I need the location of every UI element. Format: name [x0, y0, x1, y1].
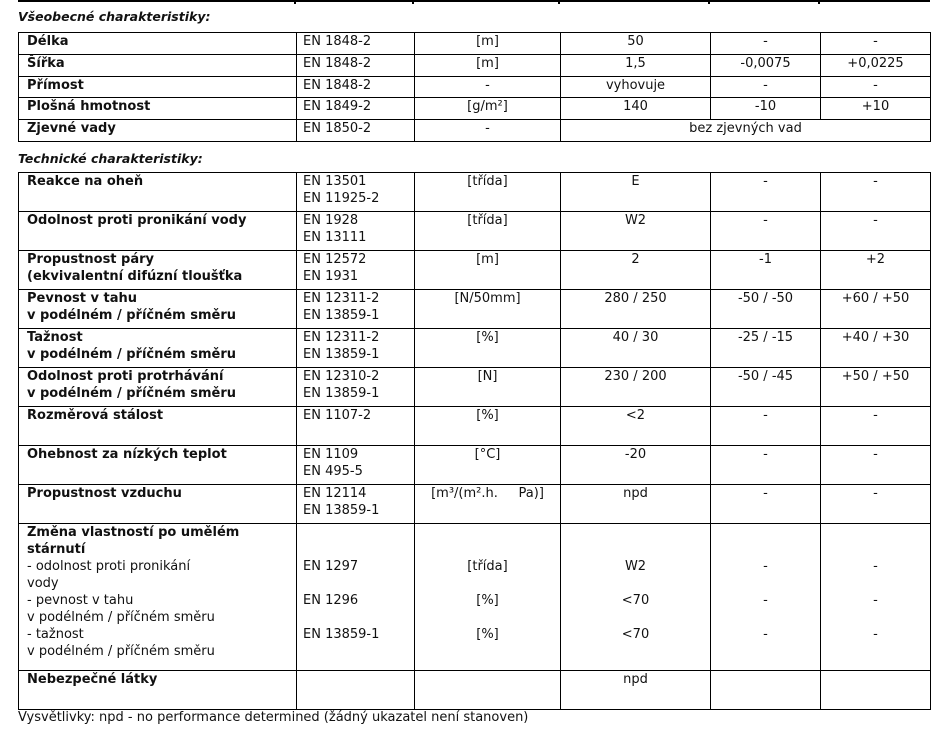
- table-row: [19, 173, 931, 212]
- tolerance-plus-cell: -: [821, 77, 931, 98]
- value-cell: npd: [561, 485, 711, 524]
- tolerance-plus-cell: - - -: [821, 524, 931, 671]
- value-cell: <2: [561, 407, 711, 446]
- value-cell: -20: [561, 446, 711, 485]
- unit-cell: [°C]: [415, 446, 561, 485]
- aging-item-name: - tažnost: [27, 627, 84, 642]
- norm-cell: EN 12311-2 EN 13859-1: [297, 329, 415, 368]
- value-cell: 140: [561, 98, 711, 120]
- value-cell: 40 / 30: [561, 329, 711, 368]
- unit-cell: [N]: [415, 368, 561, 407]
- tolerance-minus-cell: -10: [711, 98, 821, 120]
- tolerance-minus-cell: -50 / -50: [711, 290, 821, 329]
- technical-section-title: Technické charakteristiky:: [18, 151, 203, 166]
- value-cell: W2 <70 <70: [561, 524, 711, 671]
- property-name: Zjevné vady: [19, 120, 297, 142]
- tolerance-minus-cell: -: [711, 173, 821, 212]
- property-name: Plošná hmotnost: [19, 98, 297, 120]
- norm-cell: EN 12572 EN 1931: [297, 251, 415, 290]
- value-cell: bez zjevných vad: [561, 120, 931, 142]
- tolerance-plus-cell: +60 / +50: [821, 290, 931, 329]
- aging-item-name: vody: [27, 576, 59, 591]
- tolerance-minus-cell: [711, 671, 821, 710]
- table-row: [19, 55, 931, 77]
- tolerance-plus-cell: +0,0225: [821, 55, 931, 77]
- tolerance-minus-cell: -: [711, 33, 821, 55]
- unit-cell: [m]: [415, 251, 561, 290]
- general-table: [18, 32, 931, 142]
- norm-cell: EN 12311-2 EN 13859-1: [297, 290, 415, 329]
- norm-cell: EN 13501 EN 11925-2: [297, 173, 415, 212]
- unit-cell: [%]: [415, 329, 561, 368]
- aging-property-cell: [19, 524, 297, 671]
- technical-table: [18, 172, 931, 710]
- tolerance-plus-cell: -: [821, 407, 931, 446]
- value-cell: 230 / 200: [561, 368, 711, 407]
- tolerance-plus-cell: -: [821, 33, 931, 55]
- property-name: Propustnost páry (ekvivalentní difúzní tloušťka: [19, 251, 297, 290]
- tolerance-minus-cell: -: [711, 407, 821, 446]
- aging-title-line: stárnutí: [27, 542, 86, 557]
- unit-cell: [třída]: [415, 212, 561, 251]
- property-name: Odolnost proti pronikání vody: [19, 212, 297, 251]
- unit-cell: -: [415, 77, 561, 98]
- tolerance-plus-cell: -: [821, 446, 931, 485]
- property-name: Přímost: [19, 77, 297, 98]
- tolerance-minus-cell: -: [711, 77, 821, 98]
- tolerance-plus-cell: +50 / +50: [821, 368, 931, 407]
- property-name: Délka: [19, 33, 297, 55]
- top-rule: [18, 0, 930, 4]
- tolerance-plus-cell: +40 / +30: [821, 329, 931, 368]
- value-cell: vyhovuje: [561, 77, 711, 98]
- norm-cell: EN 1850-2: [297, 120, 415, 142]
- table-row: [19, 251, 931, 290]
- norm-cell: EN 1297 EN 1296 EN 13859-1: [297, 524, 415, 671]
- value-cell: 50: [561, 33, 711, 55]
- tolerance-plus-cell: [821, 671, 931, 710]
- property-name: Pevnost v tahu v podélném / příčném směru: [19, 290, 297, 329]
- value-cell: npd: [561, 671, 711, 710]
- property-name: Rozměrová stálost: [19, 407, 297, 446]
- property-name: Reakce na oheň: [19, 173, 297, 212]
- property-name: Ohebnost za nízkých teplot: [19, 446, 297, 485]
- general-section-title: Všeobecné charakteristiky:: [18, 9, 211, 24]
- unit-cell: [třída] [%] [%]: [415, 524, 561, 671]
- table-row: [19, 524, 931, 671]
- tolerance-minus-cell: -25 / -15: [711, 329, 821, 368]
- value-cell: 280 / 250: [561, 290, 711, 329]
- tolerance-minus-cell: -: [711, 212, 821, 251]
- aging-item-name: - pevnost v tahu: [27, 593, 134, 608]
- value-cell: E: [561, 173, 711, 212]
- unit-cell: [m³/(m².h. Pa)]: [415, 485, 561, 524]
- property-name: Tažnost v podélném / příčném směru: [19, 329, 297, 368]
- unit-cell: [třída]: [415, 173, 561, 212]
- unit-cell: [415, 671, 561, 710]
- aging-title-line: Změna vlastností po umělém: [27, 525, 240, 540]
- tolerance-minus-cell: -: [711, 485, 821, 524]
- tolerance-plus-cell: +2: [821, 251, 931, 290]
- norm-cell: EN 12114 EN 13859-1: [297, 485, 415, 524]
- norm-cell: EN 1107-2: [297, 407, 415, 446]
- tolerance-plus-cell: +10: [821, 98, 931, 120]
- unit-cell: [%]: [415, 407, 561, 446]
- table-row: [19, 446, 931, 485]
- table-row: [19, 98, 931, 120]
- table-row: [19, 329, 931, 368]
- aging-item-name: v podélném / příčném směru: [27, 644, 215, 659]
- tolerance-plus-cell: -: [821, 485, 931, 524]
- property-name: Propustnost vzduchu: [19, 485, 297, 524]
- norm-cell: EN 1848-2: [297, 77, 415, 98]
- value-cell: 2: [561, 251, 711, 290]
- unit-cell: [m]: [415, 55, 561, 77]
- unit-cell: [g/m²]: [415, 98, 561, 120]
- tolerance-minus-cell: -: [711, 446, 821, 485]
- unit-cell: -: [415, 120, 561, 142]
- value-cell: W2: [561, 212, 711, 251]
- value-cell: 1,5: [561, 55, 711, 77]
- unit-cell: [N/50mm]: [415, 290, 561, 329]
- norm-cell: EN 1848-2: [297, 55, 415, 77]
- tolerance-minus-cell: -0,0075: [711, 55, 821, 77]
- table-row: [19, 33, 931, 55]
- norm-cell: EN 12310-2 EN 13859-1: [297, 368, 415, 407]
- tolerance-plus-cell: -: [821, 212, 931, 251]
- tolerance-minus-cell: -1: [711, 251, 821, 290]
- table-row: [19, 77, 931, 98]
- tolerance-minus-cell: - - -: [711, 524, 821, 671]
- tolerance-plus-cell: -: [821, 173, 931, 212]
- norm-cell: EN 1848-2: [297, 33, 415, 55]
- aging-item-name: - odolnost proti pronikání: [27, 559, 191, 574]
- table-row: [19, 120, 931, 142]
- norm-cell: EN 1109 EN 495-5: [297, 446, 415, 485]
- unit-cell: [m]: [415, 33, 561, 55]
- norm-cell: EN 1928 EN 13111: [297, 212, 415, 251]
- norm-cell: EN 1849-2: [297, 98, 415, 120]
- property-name: Odolnost proti protrhávání v podélném / příčném směru: [19, 368, 297, 407]
- legend-note: Vysvětlivky: npd - no performance determined (žádný ukazatel není stanoven): [18, 710, 529, 725]
- table-row: [19, 485, 931, 524]
- table-row: [19, 671, 931, 710]
- aging-item-name: v podélném / příčném směru: [27, 610, 215, 625]
- table-row: [19, 407, 931, 446]
- tolerance-minus-cell: -50 / -45: [711, 368, 821, 407]
- property-name: Šířka: [19, 55, 297, 77]
- table-row: [19, 212, 931, 251]
- table-row: [19, 290, 931, 329]
- property-name: Nebezpečné látky: [19, 671, 297, 710]
- table-row: [19, 368, 931, 407]
- norm-cell: [297, 671, 415, 710]
